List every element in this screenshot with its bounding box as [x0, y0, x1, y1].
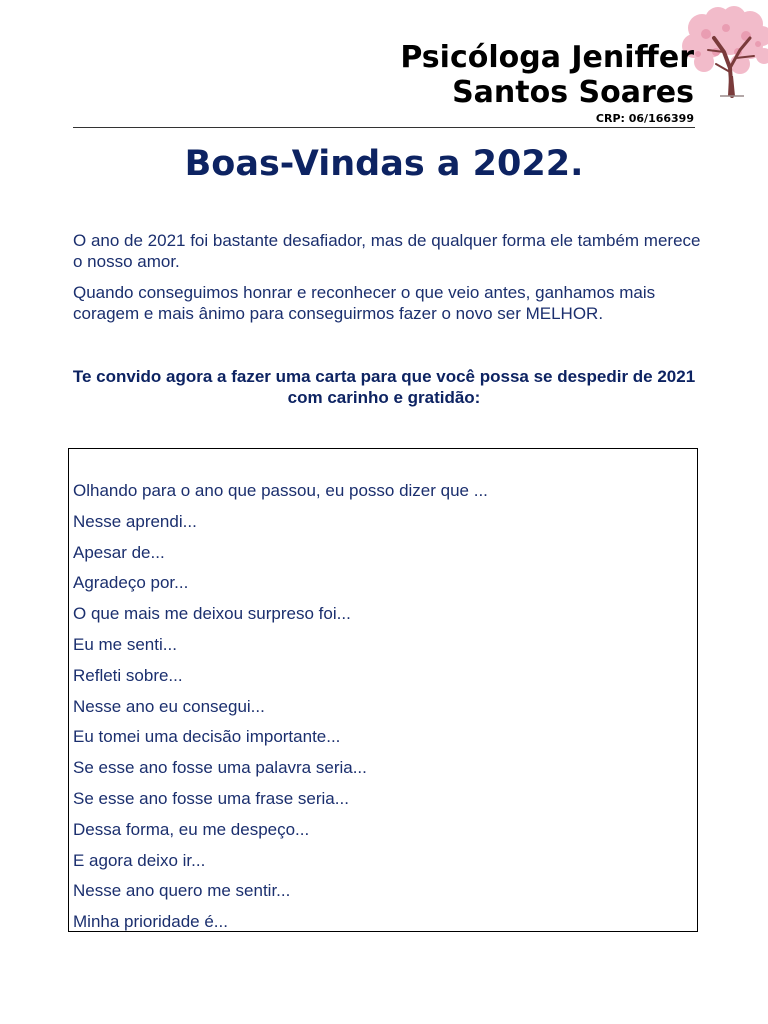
name-line-1: Psicóloga Jeniffer	[400, 40, 694, 75]
prompt-item: Apesar de...	[73, 542, 165, 562]
header-divider	[73, 127, 695, 128]
prompt-item: Agradeço por...	[73, 573, 189, 593]
prompt-item: Se esse ano fosse uma frase seria...	[73, 788, 349, 808]
prompt-item: Se esse ano fosse uma palavra seria...	[73, 758, 367, 778]
crp-registration: CRP: 06/166399	[595, 112, 694, 125]
prompt-item: Refleti sobre...	[73, 665, 183, 685]
intro-paragraph-1: O ano de 2021 foi bastante desafiador, mas de qualquer forma ele também merece o nosso amor.	[73, 231, 701, 271]
prompt-item: Nesse aprendi...	[73, 511, 197, 531]
letter-prompts-list	[73, 480, 488, 942]
prompt-item: E agora deixo ir...	[73, 850, 206, 870]
prompt-item: Minha prioridade é...	[73, 912, 228, 932]
page-title: Boas-Vindas a 2022.	[184, 144, 584, 184]
intro-paragraph-2: Quando conseguimos honrar e reconhecer o que veio antes, ganhamos mais coragem e mais ânimo para conseguirmos fazer o novo ser MELHOR.	[73, 283, 656, 323]
prompt-item: Olhando para o ano que passou, eu posso dizer que ...	[73, 481, 488, 500]
invitation-text: Te convido agora a fazer uma carta para que você possa se despedir de 2021 com carinho e gratidão:	[72, 367, 696, 407]
prompt-item: Nesse ano quero me sentir...	[73, 881, 291, 901]
prompt-item: Eu tomei uma decisão importante...	[73, 727, 341, 747]
prompt-item: Dessa forma, eu me despeço...	[73, 819, 310, 839]
prompt-item: Nesse ano eu consegui...	[73, 696, 265, 716]
prompt-item: O que mais me deixou surpreso foi...	[73, 604, 351, 624]
prompt-item: Eu me senti...	[73, 634, 177, 654]
name-line-2: Santos Soares	[452, 75, 694, 110]
psychologist-name	[274, 40, 694, 110]
